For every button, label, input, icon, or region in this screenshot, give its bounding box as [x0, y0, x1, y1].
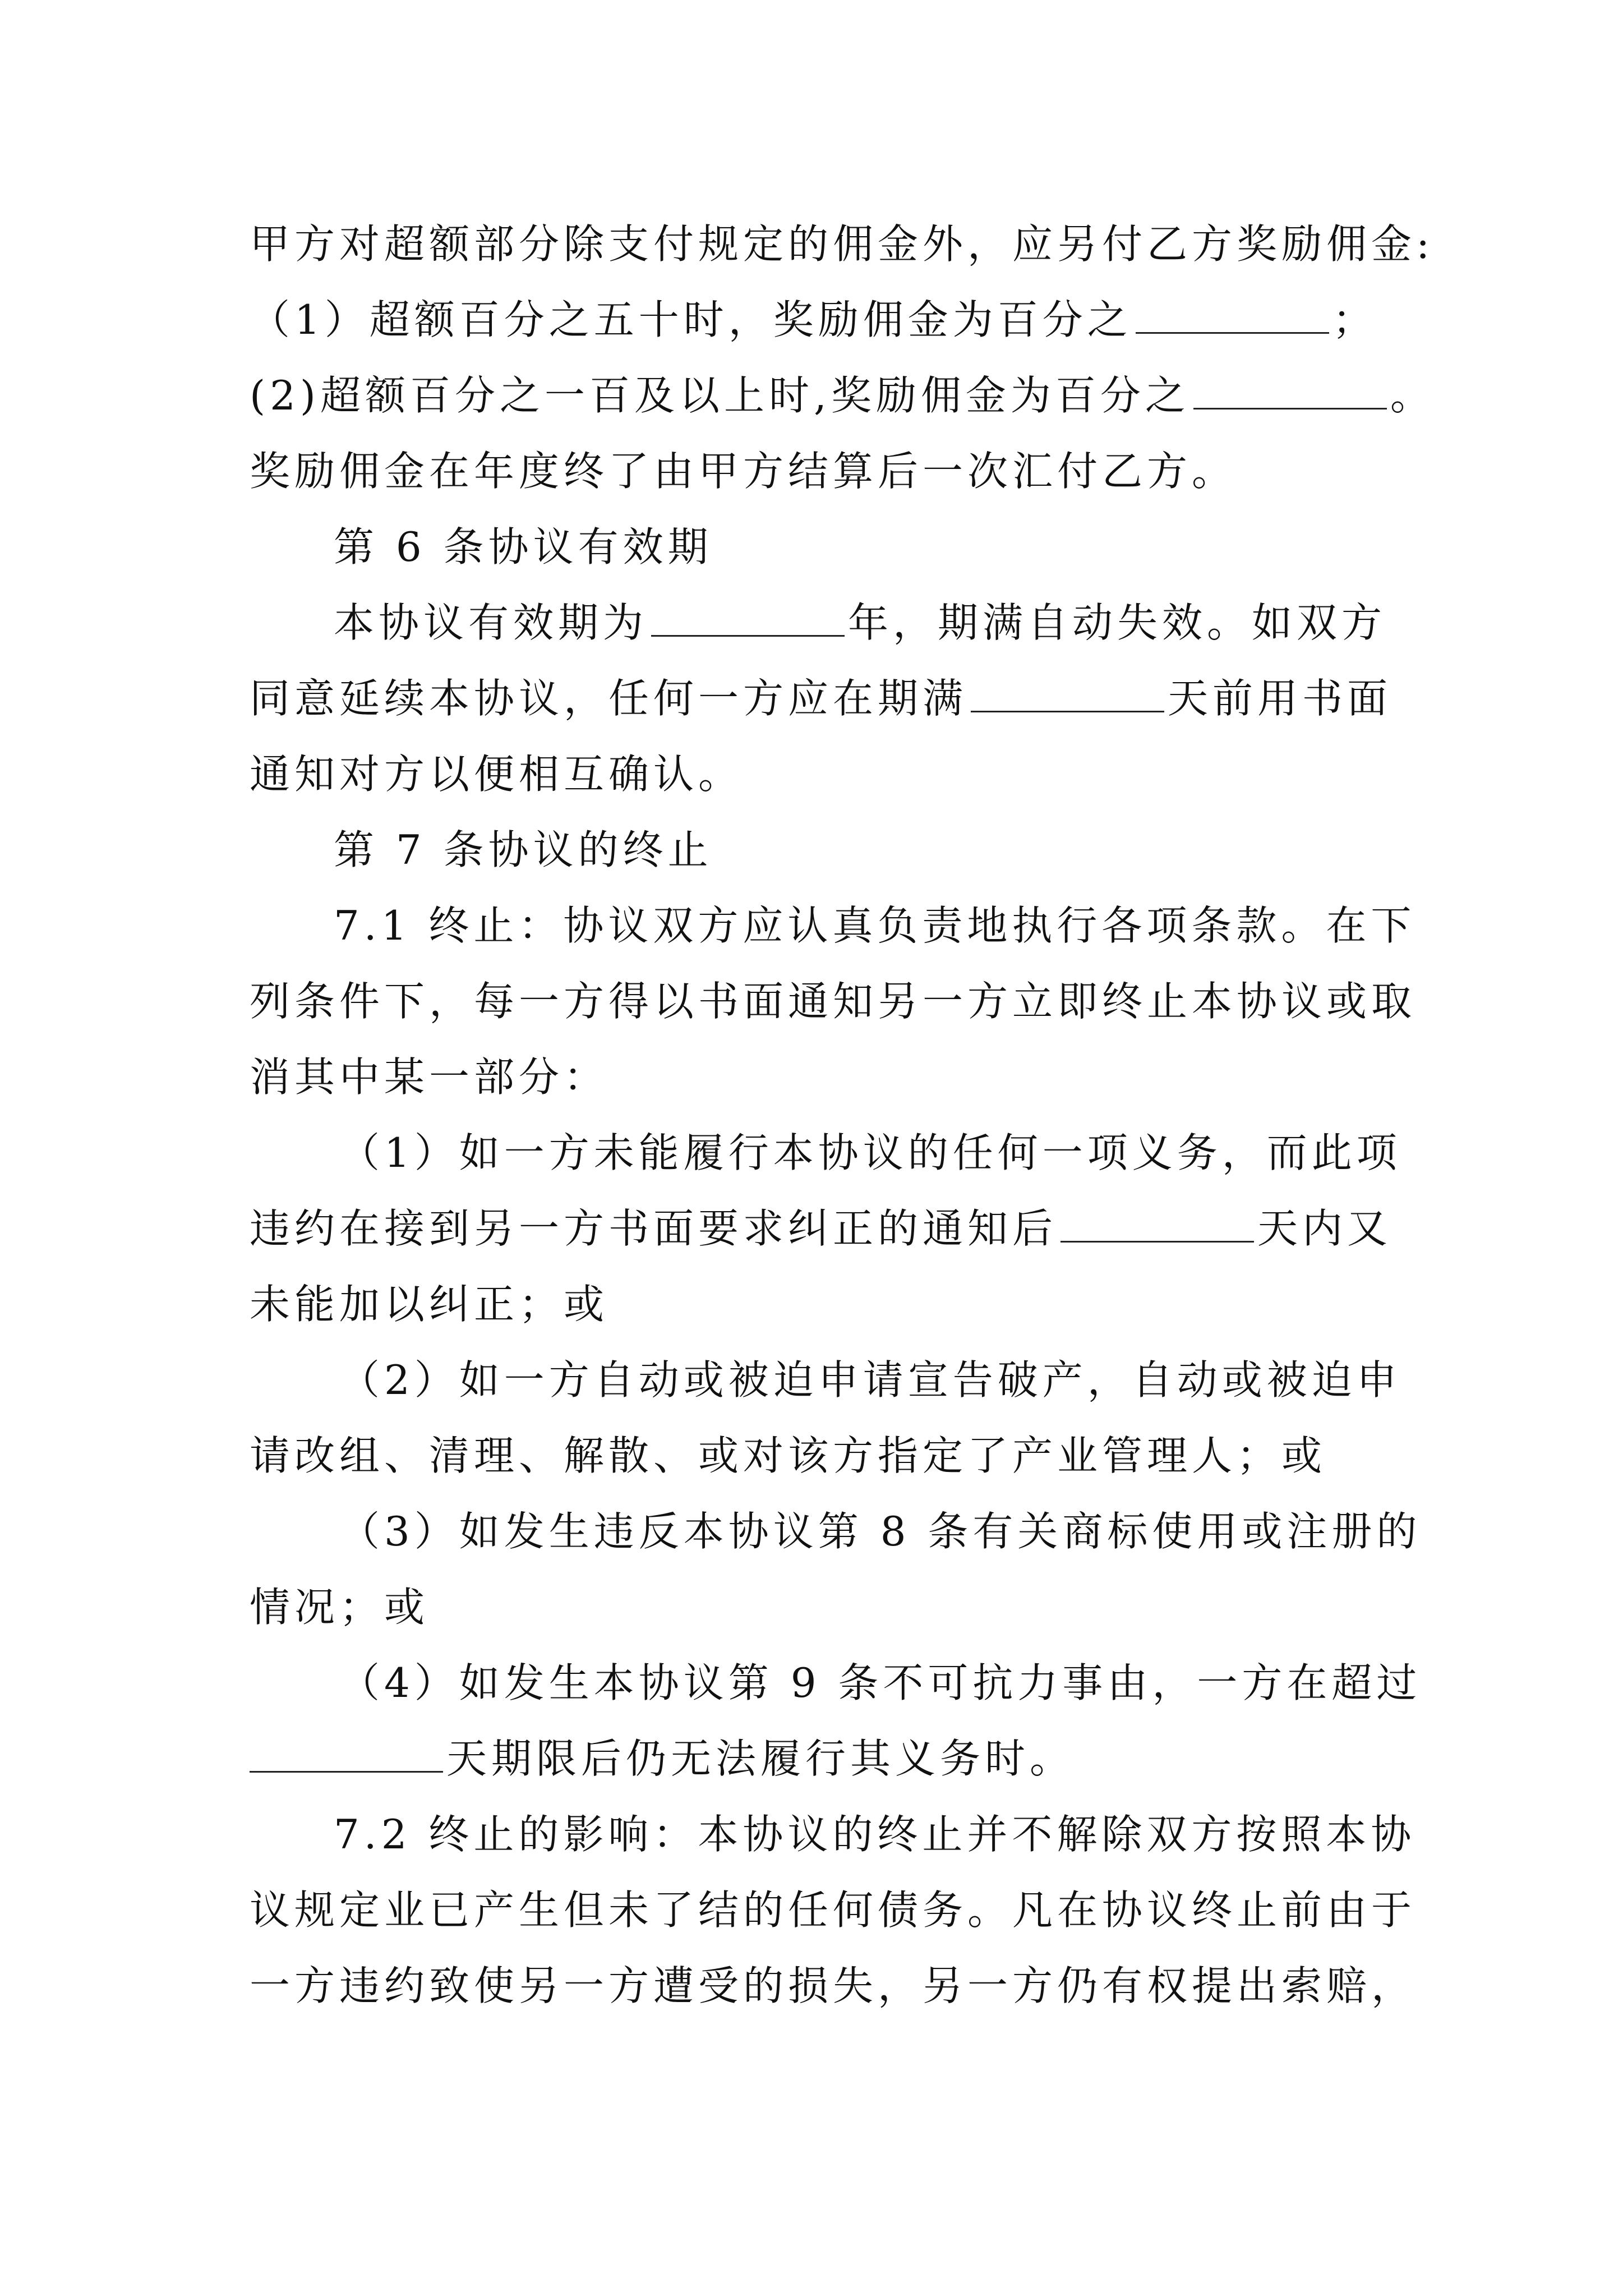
- text-line-4: [250, 443, 1237, 499]
- line-text: 请改组、清理、解散、或对该方指定了产业管理人；或: [250, 1432, 1327, 1479]
- text-line-13: [250, 1276, 608, 1332]
- fill-in-blank: [1136, 297, 1329, 334]
- line-text: 同意延续本协议，任何一方应在期满: [250, 675, 968, 722]
- line-text: 7.1 终止：协议双方应认真负责地执行各项条款。在下: [334, 902, 1416, 949]
- line-text-tail: 年，期满自动失效。如双方: [848, 599, 1387, 646]
- text-line-21: [250, 1882, 1416, 1938]
- text-line-14: [339, 1352, 1401, 1408]
- section-heading-7: [334, 822, 713, 878]
- fill-in-blank: [1061, 1206, 1254, 1243]
- text-line-7: [250, 746, 743, 802]
- line-text: （3）如发生违反本协议第 8 条有关商标使用或注册的: [339, 1508, 1422, 1555]
- text-line-2: [250, 292, 1377, 348]
- text-line-18: [339, 1655, 1421, 1711]
- heading-text: 第 7 条协议的终止: [334, 826, 713, 873]
- fill-in-blank: [651, 600, 845, 637]
- line-text-tail: 。: [1390, 372, 1435, 419]
- line-text: 奖励佣金在年度终了由甲方结算后一次汇付乙方。: [250, 448, 1237, 495]
- text-line-20: [334, 1806, 1415, 1862]
- line-text: 7.2 终止的影响：本协议的终止并不解除双方按照本协: [334, 1811, 1416, 1858]
- text-line-9: [250, 973, 1416, 1029]
- text-line-1: [250, 216, 1434, 272]
- heading-text: 第 6 条协议有效期: [334, 523, 713, 570]
- line-text: 一方违约致使另一方遭受的损失，另一方仍有权提出索赔，: [250, 1962, 1417, 2009]
- text-line-16: [339, 1503, 1421, 1559]
- text-line-15: [250, 1428, 1326, 1484]
- line-text: （4）如发生本协议第 9 条不可抗力事由，一方在超过: [339, 1659, 1422, 1706]
- text-line-19: [250, 1731, 1075, 1787]
- text-line-12: [250, 1200, 1392, 1257]
- line-text: (2)超额百分之一百及以上时,奖励佣金为百分之: [250, 372, 1190, 419]
- text-line-10: [250, 1049, 608, 1105]
- line-text-tail: 天期限后仍无法履行其义务时。: [446, 1735, 1075, 1782]
- line-text: 本协议有效期为: [334, 599, 648, 646]
- text-line-8: [334, 898, 1415, 954]
- line-text-tail: ；: [1332, 296, 1377, 343]
- fill-in-blank: [1193, 373, 1387, 409]
- fill-in-blank: [250, 1736, 443, 1773]
- line-text-tail: 天前用书面: [1168, 675, 1393, 722]
- line-text: （2）如一方自动或被迫申请宣告破产，自动或被迫申: [339, 1356, 1401, 1404]
- line-text: 未能加以纠正；或: [250, 1281, 609, 1328]
- line-text: （1）超额百分之五十时，奖励佣金为百分之: [250, 296, 1132, 343]
- text-line-17: [250, 1579, 429, 1635]
- line-text: 情况；或: [250, 1584, 430, 1631]
- line-text: （1）如一方未能履行本协议的任何一项义务，而此项: [339, 1129, 1401, 1176]
- line-text: 违约在接到另一方书面要求纠正的通知后: [250, 1205, 1058, 1252]
- text-line-5: [334, 595, 1386, 651]
- line-text: 甲方对超额部分除支付规定的佣金外，应另付乙方奖励佣金:: [250, 220, 1435, 268]
- line-text: 列条件下，每一方得以书面通知另一方立即终止本协议或取: [250, 978, 1417, 1025]
- section-heading-6: [334, 519, 713, 575]
- text-line-11: [339, 1125, 1401, 1181]
- line-text: 议规定业已产生但未了结的任何债务。凡在协议终止前由于: [250, 1887, 1417, 1934]
- line-text: 通知对方以便相互确认。: [250, 751, 744, 798]
- text-line-22: [250, 1958, 1416, 2014]
- text-line-3: [250, 367, 1435, 424]
- fill-in-blank: [971, 676, 1164, 712]
- line-text: 消其中某一部分：: [250, 1053, 609, 1101]
- line-text-tail: 天内又: [1257, 1205, 1393, 1252]
- text-line-6: [250, 670, 1392, 726]
